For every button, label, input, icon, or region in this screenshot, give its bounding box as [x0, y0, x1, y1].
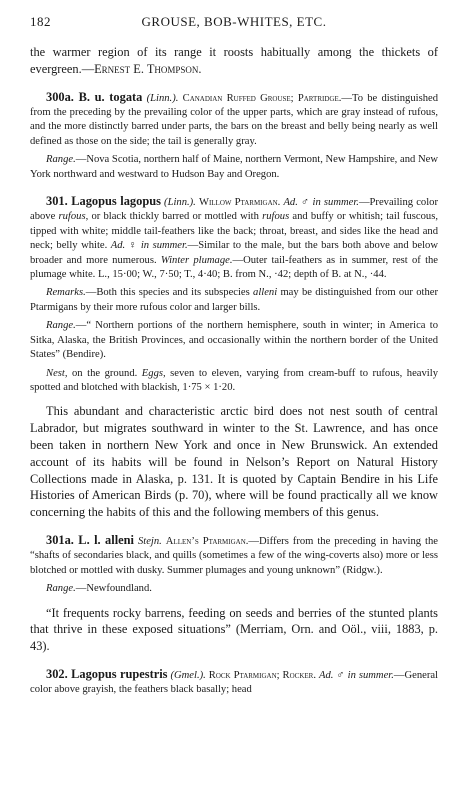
entry-302-male-label: Ad. ♂ in summer.	[318, 669, 394, 681]
entry-301-remarks-label: Remarks.	[46, 287, 86, 299]
entry-300a-number: 300a. B. u. togata	[46, 89, 143, 104]
entry-300a-range-label: Range.	[46, 154, 76, 166]
quote-paragraph: “It frequents rocky barrens, feeding on seeds and berries of the stunted plants that thrive in these exposed situations” (Merriam, Orn. and Oöl., viii, 1883, p. 43).	[30, 605, 438, 654]
entry-300a-description: —To be distinguished from the preceding by the prevailing color of the upper parts, which are gray instead of rufous, and the more distinctly barred under parts, the bars on the breast and belly being nearly as well defined as those on the side; the tail is generally gray.	[30, 92, 438, 147]
entry-300a-range	[30, 153, 438, 182]
entry-301-desc-1: —Prevailing color above	[30, 197, 438, 223]
entry-301-common-name: Willow Ptarmigan.	[198, 197, 281, 209]
entry-301-nest	[30, 367, 438, 396]
entry-301a-range	[30, 582, 438, 596]
intro-author: Ernest E. Thompson.	[94, 61, 202, 76]
entry-301-desc-4: —Similar to the male, but the bars both above and below broader and more numerous.	[30, 240, 438, 266]
entry-301a-authority: Stejn.	[137, 535, 162, 547]
entry-302-common-name: Rock Ptarmigan; Rocker.	[208, 669, 316, 681]
entry-301-female-label: Ad. ♀ in summer.	[110, 240, 188, 252]
entry-301-male-label: Ad. ♂ in summer.	[283, 197, 359, 209]
entry-301-remarks-2: may be distinguished from our other Ptarmigans by their more rufous color and larger bills.	[30, 287, 438, 313]
entry-301-remarks	[30, 286, 438, 315]
entry-301-desc-2: , or black thickly barred or mottled with	[85, 211, 263, 223]
entry-301-desc-3: and buffy or whitish; tail fuscous, tipped with white; middle tail-feathers like the back; throat, breast, and sides like the head and neck; belly white.	[30, 211, 438, 252]
entry-300a-range-text: —Nova Scotia, northern half of Maine, northern Vermont, New Hampshire, and New York northward and westward to Hudson Bay and Oregon.	[30, 154, 438, 180]
page-body	[30, 44, 438, 698]
entry-301-range-text: —“ Northern portions of the northern hemisphere, south in winter; in America to Sitka, Alaska, the British Provinces, and occasionally within the northern border of the United States” (Bendire).	[30, 320, 438, 361]
running-header	[30, 14, 438, 30]
entry-302-authority: (Gmel.).	[170, 669, 206, 681]
entry-302-number: 302. Lagopus rupestris	[46, 666, 168, 681]
entry-301-remarks-alleni: alleni	[253, 287, 278, 299]
entry-301a-description: —Differs from the preceding in having the “shafts of secondaries black, and quills (sometimes a few of the wing-coverts also) more or less blotched or mottled with dusky. Summer plumages and young unknown” (Ridgw.).	[30, 535, 438, 576]
entry-300a-common-name: Canadian Ruffed Grouse; Partridge.	[182, 92, 342, 104]
entry-301-rufous-2: rufous	[262, 211, 290, 223]
entry-300a	[30, 90, 438, 150]
entry-301-winter-label: Winter plumage.	[160, 254, 233, 266]
entry-301-eggs-label: Eggs,	[141, 367, 166, 379]
entry-301a-range-label: Range.	[46, 583, 76, 595]
entry-301-nest-label: Nest,	[46, 367, 68, 379]
habits-paragraph: This abundant and characteristic arctic bird does not nest south of central Labrador, but migrates southward in winter to the St. Lawrence, and has once been taken in northern New York and once in New Brunswick. An extended account of its habits will be found in Nelson’s Report on Natural History Collections made in Alaska, p. 131. It is quoted by Captain Bendire in his Life Histories of American Birds (p. 70), where will be found practically all we know concerning the habits of this and the following members of this genus.	[30, 404, 438, 520]
entry-301a-common-name: Allen’s Ptarmigan.	[165, 535, 249, 547]
running-title: GROUSE, BOB-WHITES, ETC.	[141, 14, 327, 29]
entry-302-description: —General color above grayish, the feathers black basally; head	[30, 669, 438, 696]
entry-301-range	[30, 319, 438, 362]
intro-paragraph	[30, 44, 438, 78]
entry-301	[30, 194, 438, 282]
entry-301-nest-text: on the ground.	[67, 367, 142, 379]
entry-301a	[30, 533, 438, 578]
entry-302	[30, 667, 438, 698]
page-number: 182	[30, 14, 51, 29]
entry-301a-range-text: —Newfoundland.	[75, 583, 152, 595]
entry-301-remarks-1: —Both this species and its subspecies	[85, 287, 254, 299]
entry-301-range-label: Range.	[46, 320, 76, 332]
entry-300a-authority: (Linn.).	[146, 92, 179, 104]
entry-301-desc-5: —Outer tail-feathers as in summer, rest of the plumage white. L., 15·00; W., 7·50; T., 4·40; B. from N., ·42; depth of B. at N., ·44.	[30, 254, 439, 281]
entry-301-eggs-text: seven to eleven, varying from cream-buff to rufous, heavily spotted and blotched with blackish, 1·75 × 1·20.	[30, 367, 438, 393]
entry-301-authority: (Linn.).	[164, 197, 196, 209]
intro-text: the warmer region of its range it roosts habitually among the thickets of evergreen.—	[30, 45, 438, 76]
entry-301-number: 301. Lagopus lagopus	[46, 194, 161, 209]
entry-301a-number: 301a. L. l. alleni	[46, 532, 134, 547]
entry-301-rufous-1: rufous	[58, 211, 86, 223]
